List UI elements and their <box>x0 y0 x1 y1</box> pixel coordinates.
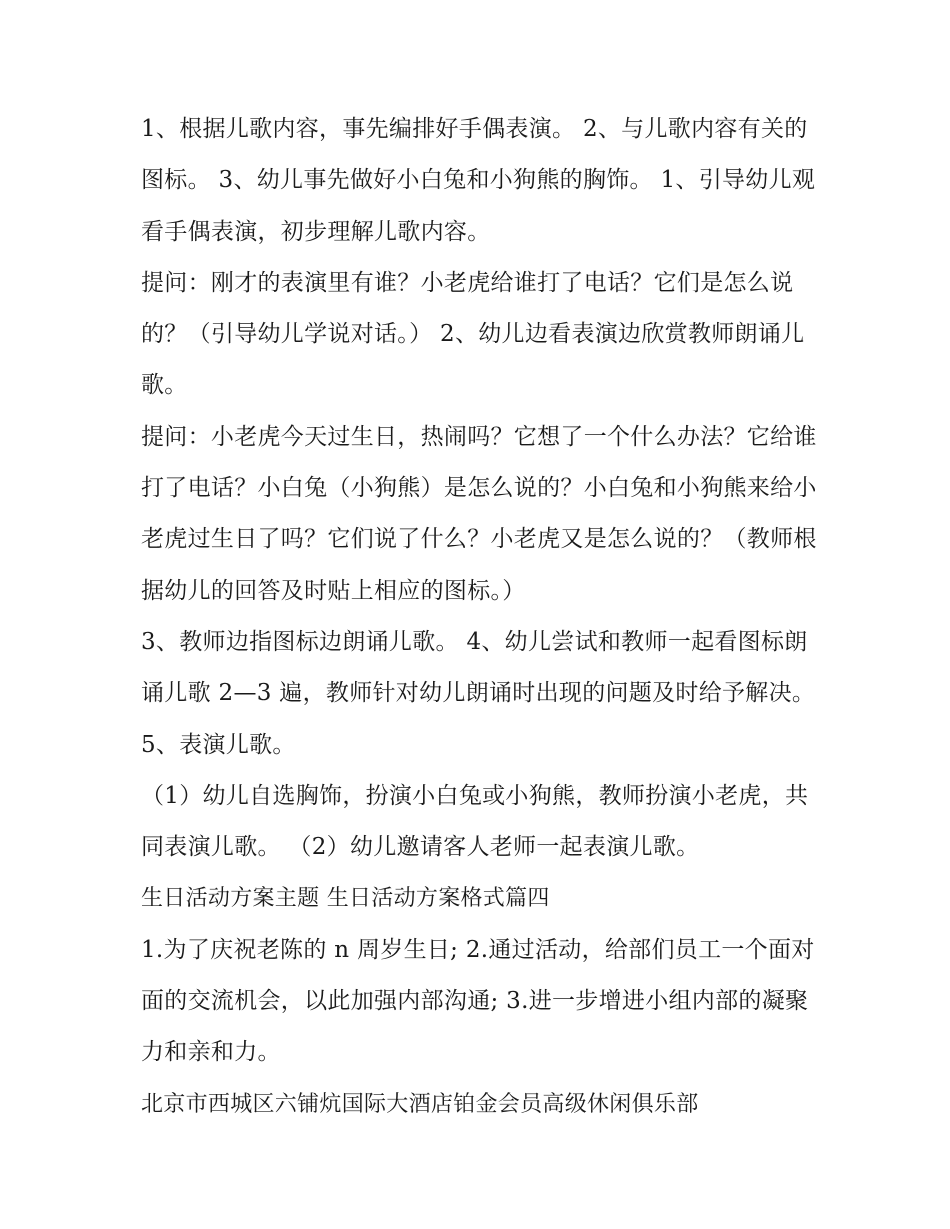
paragraph-preparation: 1、根据儿歌内容，事先编排好手偶表演。 2、与儿歌内容有关的图标。 3、幼儿事先做好小白兔和小狗熊的胸饰。 1、引导幼儿观看手偶表演，初步理解儿歌内容。 <box>141 116 816 245</box>
paragraph-venue: 北京市西城区六铺炕国际大酒店铂金会员高级休闲俱乐部 <box>141 1091 699 1117</box>
paragraph-performance: （1）幼儿自选胸饰，扮演小白兔或小狗熊，教师扮演小老虎，共同表演儿歌。 （2）幼儿邀请客人老师一起表演儿歌。 <box>141 782 809 861</box>
document-body <box>141 104 821 1130</box>
paragraph-question-2: 提问：小老虎今天过生日，热闹吗？它想了一个什么办法？它给谁打了电话？小白兔（小狗熊）是怎么说的？小白兔和小狗熊来给小老虎过生日了吗？它们说了什么？小老虎又是怎么说的？（教师根据幼儿的回答及时贴上相应的图标。） <box>141 423 817 604</box>
paragraph-question-1: 提问：刚才的表演里有谁？小老虎给谁打了电话？它们是怎么说的？（引导幼儿学说对话。） 2、幼儿边看表演边欣赏教师朗诵儿歌。 <box>141 269 805 399</box>
section-heading: 生日活动方案主题 生日活动方案格式篇四 <box>141 886 550 912</box>
paragraph-steps: 3、教师边指图标边朗诵儿歌。 4、幼儿尝试和教师一起看图标朗诵儿歌 2—3 遍，教师针对幼儿朗诵时出现的问题及时给予解决。 5、表演儿歌。 <box>141 628 823 758</box>
paragraph-purpose: 1.为了庆祝老陈的 n 周岁生日; 2.通过活动，给部们员工一个面对面的交流机会，以此加强内部沟通; 3.进一步增进小组内部的凝聚力和亲和力。 <box>141 936 815 1066</box>
